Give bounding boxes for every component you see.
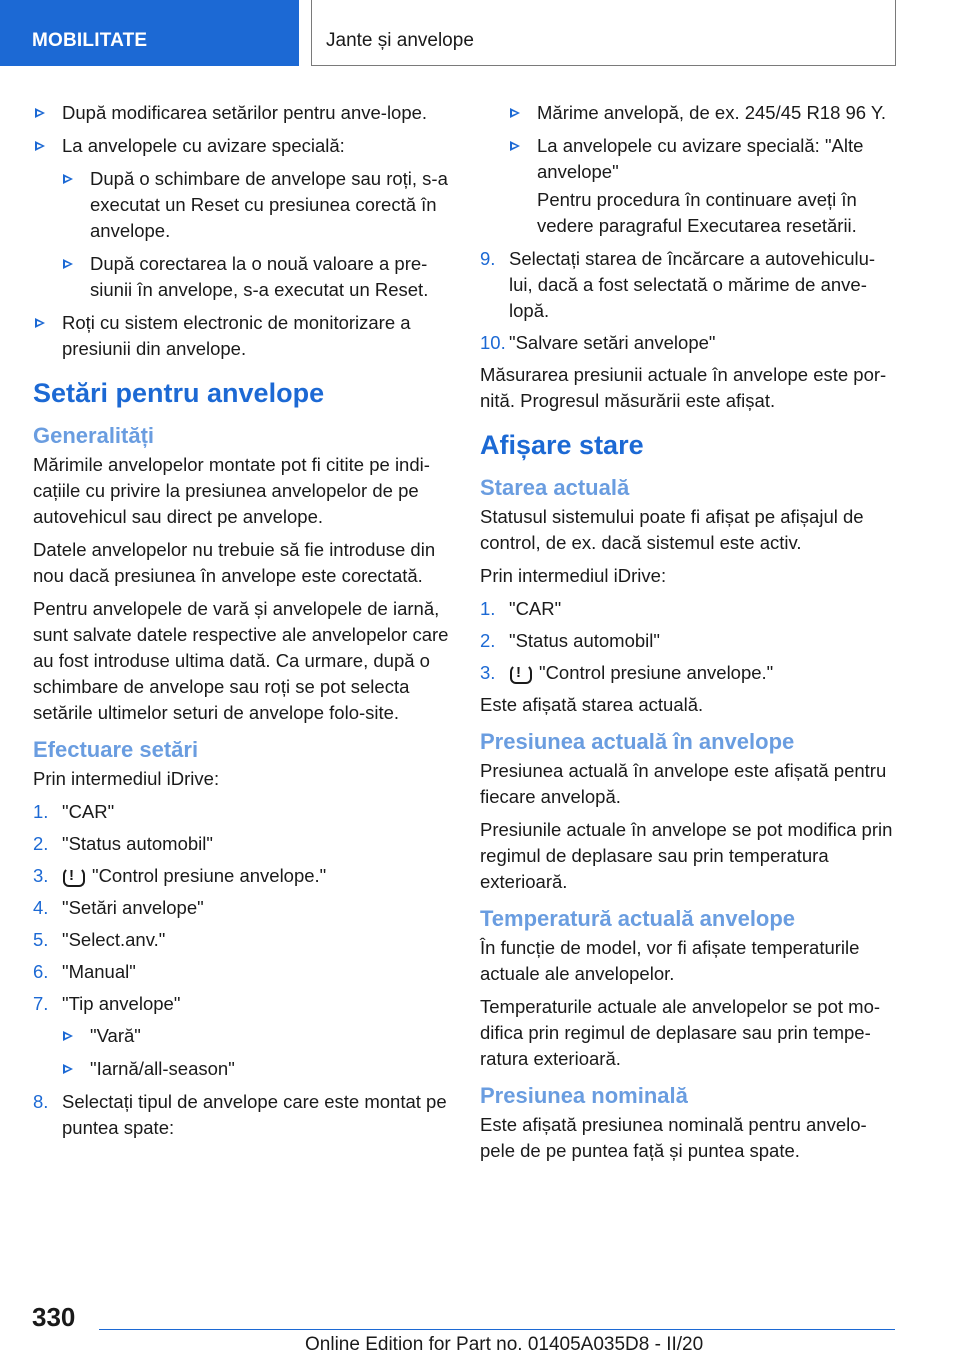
heading-current-temperature: Temperatură actuală anvelope [480, 906, 796, 931]
paragraph: Pentru anvelopele de vară și anvelopele de iarnă, sunt salvate datele respective ale anvelopelor care au fost introduse ultima dată. Ca urmare, după o schimbare de anvelope sau roți se pot selecta setările ultimelor seturi de anvelope folo-site. [33, 598, 449, 723]
edition-text: Online Edition for Part no. 01405A035D8 - II/20 [305, 1334, 704, 1355]
step-item [33, 863, 451, 889]
heading-settings: Setări pentru anvelope [33, 378, 325, 408]
step-number: 9. [480, 248, 496, 269]
step-number: 2. [480, 630, 496, 651]
triangle-bullet-icon [35, 141, 45, 151]
step-item [33, 799, 451, 825]
paragraph: Datele anvelopelor nu trebuie să fie introduse din nou dacă presiunea în anvelope este corectată. [33, 539, 436, 586]
triangle-bullet-icon [63, 1064, 73, 1074]
paragraph: Temperaturile actuale ale anvelopelor se pot mo-difica prin regimul de deplasare sau prin tempe-ratura exterioară. [480, 996, 881, 1069]
paragraph: Este afișată presiunea nominală pentru anvelo-pele de pe puntea față și puntea spate. [480, 1114, 867, 1161]
paragraph: Mărimile anvelopelor montate pot fi citite pe indi-cațiile cu privire la presiunea anvelopelor de pe autovehicul sau direct pe anvelope. [33, 454, 430, 527]
triangle-bullet-icon [63, 1031, 73, 1041]
paragraph: Presiunile actuale în anvelope se pot modifica prin regimul de deplasare sau prin temperatura exterioară. [480, 819, 893, 892]
step-text: "Status automobil" [509, 630, 660, 651]
heading-nominal-pressure: Presiunea nominală [480, 1083, 688, 1108]
step-number: 2. [33, 833, 49, 854]
page-header [0, 0, 960, 66]
chapter-title: Jante și anvelope [326, 30, 474, 51]
step-number: 1. [480, 598, 496, 619]
sub-bullet-item [61, 166, 451, 244]
step-item [33, 895, 451, 921]
step-item [480, 246, 898, 324]
paragraph: Prin intermediul iDrive: [480, 565, 667, 586]
section-tab [0, 0, 299, 66]
step-number: 6. [33, 961, 49, 982]
heading-perform-settings: Efectuare setări [33, 737, 199, 762]
section-title: MOBILITATE [32, 30, 148, 51]
sub-bullet-item [508, 100, 898, 126]
triangle-bullet-icon [510, 108, 520, 118]
step-number: 3. [33, 865, 49, 886]
step-number: 10. [480, 332, 506, 353]
bullet-text: La anvelopele cu avizare specială: "Alte anvelope" [537, 135, 864, 182]
heading-general: Generalități [33, 423, 155, 448]
bullet-text: "Vară" [90, 1025, 141, 1046]
step-text: Selectați tipul de anvelope care este montat pe puntea spate: [62, 1091, 447, 1138]
step-item [33, 831, 451, 857]
bullet-text: După modificarea setărilor pentru anve-lope. [62, 102, 428, 123]
step-item [33, 927, 451, 953]
bullet-text: Roți cu sistem electronic de monitorizare a presiunii din anvelope. [62, 312, 411, 359]
paragraph: Statusul sistemului poate fi afișat pe afișajul de control, de ex. dacă sistemul este activ. [480, 506, 864, 553]
paragraph: Măsurarea presiunii actuale în anvelope este por-nită. Progresul măsurării este afișat. [480, 364, 887, 411]
bullet-item [33, 310, 451, 362]
page-number: 330 [32, 1302, 76, 1332]
tire-pressure-warning-icon [509, 663, 531, 681]
step-text: "Salvare setări anvelope" [509, 332, 716, 353]
step-item [33, 991, 451, 1017]
sub-bullet-item [508, 133, 898, 185]
step-text: "Tip anvelope" [62, 993, 181, 1014]
triangle-bullet-icon [510, 141, 520, 151]
left-column [33, 100, 451, 1147]
right-column [480, 100, 898, 1171]
triangle-bullet-icon [63, 259, 73, 269]
step-item [480, 628, 898, 654]
sub-bullet-item [61, 1056, 451, 1082]
step-text: "Manual" [62, 961, 136, 982]
paragraph: Presiunea actuală în anvelope este afișată pentru fiecare anvelopă. [480, 760, 887, 807]
bullet-text: La anvelopele cu avizare specială: [62, 135, 345, 156]
step-item [480, 596, 898, 622]
heading-current-status: Starea actuală [480, 475, 630, 500]
step-text: "Setări anvelope" [62, 897, 204, 918]
note-text: Pentru procedura în continuare aveți în vedere paragraful Executarea resetării. [537, 189, 857, 236]
step-number: 1. [33, 801, 49, 822]
bullet-item [33, 133, 451, 159]
page-footer [0, 1296, 960, 1362]
triangle-bullet-icon [63, 174, 73, 184]
step-text: "CAR" [62, 801, 115, 822]
bullet-text: "Iarnă/all-season" [90, 1058, 235, 1079]
step-text: "Control presiune anvelope." [92, 865, 327, 886]
step-number: 8. [33, 1091, 49, 1112]
step-text: "CAR" [509, 598, 562, 619]
step-item [33, 1089, 451, 1141]
heading-current-pressure: Presiunea actuală în anvelope [480, 729, 795, 754]
step-item [33, 959, 451, 985]
sub-bullet-item [61, 1023, 451, 1049]
sub-bullet-note [508, 187, 898, 239]
step-item [480, 330, 898, 356]
bullet-text: Mărime anvelopă, de ex. 245/45 R18 96 Y. [537, 102, 886, 123]
bullet-item [33, 100, 451, 126]
heading-display-status: Afișare stare [480, 430, 644, 460]
triangle-bullet-icon [35, 318, 45, 328]
footer-divider [99, 1329, 895, 1330]
step-number: 4. [33, 897, 49, 918]
step-item [480, 660, 898, 686]
bullet-text: După corectarea la o nouă valoare a pre-siunii în anvelope, s-a executat un Reset. [90, 253, 429, 300]
chapter-tab [311, 0, 896, 66]
step-text: "Status automobil" [62, 833, 213, 854]
step-text: "Select.anv." [62, 929, 166, 950]
triangle-bullet-icon [35, 108, 45, 118]
step-number: 3. [480, 662, 496, 683]
bullet-text: După o schimbare de anvelope sau roți, s-a executat un Reset cu presiunea corectă în anvelope. [90, 168, 448, 241]
tire-pressure-warning-icon [62, 866, 84, 884]
paragraph: În funcție de model, vor fi afișate temperaturile actuale ale anvelopelor. [480, 937, 860, 984]
step-text: "Control presiune anvelope." [539, 662, 774, 683]
paragraph: Este afișată starea actuală. [480, 694, 704, 715]
sub-bullet-item [61, 251, 451, 303]
step-number: 5. [33, 929, 49, 950]
paragraph: Prin intermediul iDrive: [33, 768, 220, 789]
step-number: 7. [33, 993, 49, 1014]
step-text: Selectați starea de încărcare a autovehiculu-lui, dacă a fost selectată o mărime de anve-lopă. [509, 248, 876, 321]
